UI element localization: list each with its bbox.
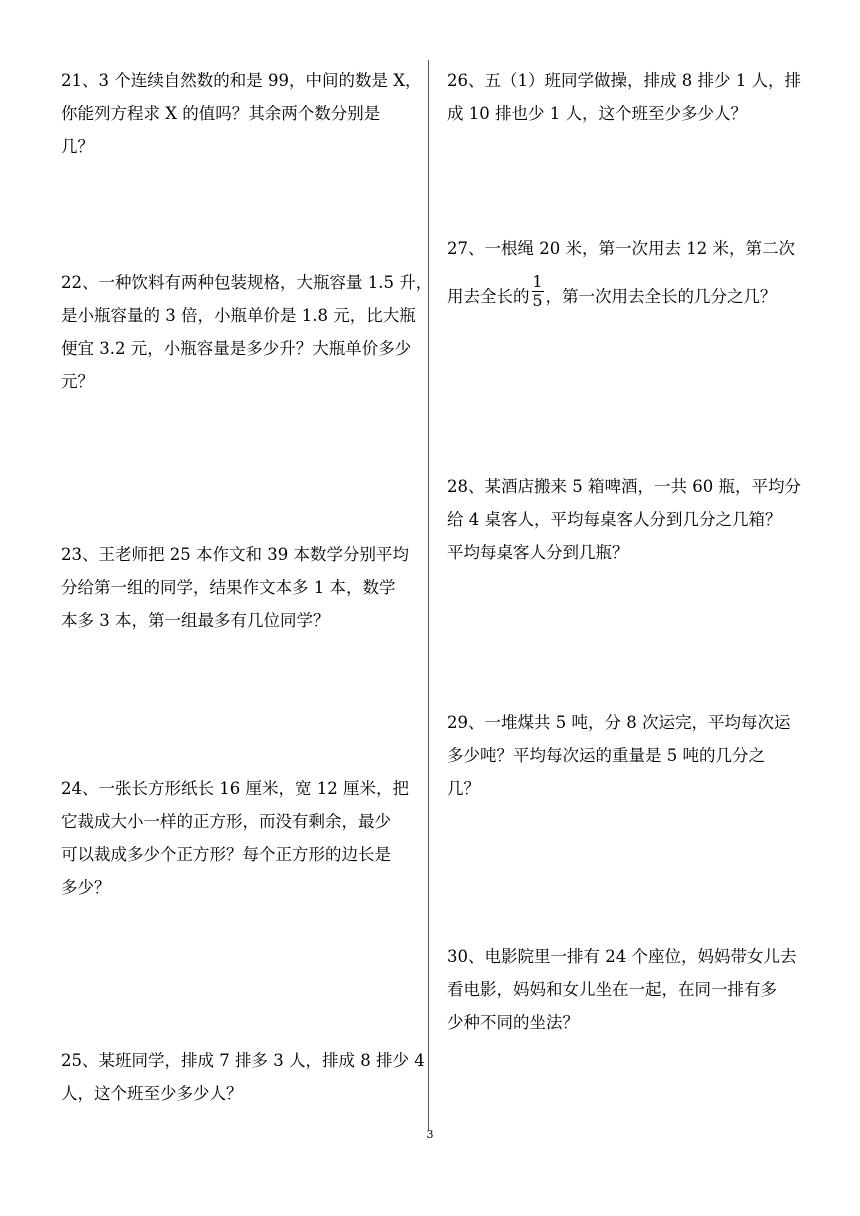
question-28-line-3: 平均每桌客人分到几瓶？ [447,543,629,562]
question-23-line-3: 本多 3 本，第一组最多有几位同学？ [61,611,330,630]
fraction-denominator: 5 [532,291,543,310]
question-22-line-4: 元？ [61,372,94,391]
question-30 [447,940,796,1039]
question-30-line-2: 看电影，妈妈和女儿坐在一起，在同一排有多 [447,980,777,999]
question-29-line-1: 29、一堆煤共 5 吨，分 8 次运完，平均每次运 [447,713,791,732]
question-24-line-3: 可以裁成多少个正方形？每个正方形的边长是 [61,845,391,864]
question-25 [61,1044,425,1110]
question-26 [447,64,801,130]
question-24-line-1: 24、一张长方形纸长 16 厘米，宽 12 厘米，把 [61,779,409,798]
question-24 [61,772,409,904]
question-24-line-2: 它裁成大小一样的正方形，而没有剩余，最少 [61,812,391,831]
question-22 [61,266,432,398]
question-23-line-1: 23、王老师把 25 本作文和 39 本数学分别平均 [61,545,409,564]
question-21-line-2: 你能列方程求 X 的值吗？其余两个数分别是 [61,104,381,123]
question-22-line-3: 便宜 3.2 元，小瓶容量是多少升？大瓶单价多少 [61,339,412,358]
question-28-line-2: 给 4 桌客人，平均每桌客人分到几分之几箱？ [447,510,782,529]
question-27 [447,232,795,316]
question-25-line-2: 人，这个班至少多少人？ [61,1084,243,1103]
question-27-line-1: 27、一根绳 20 米，第一次用去 12 米，第二次 [447,239,795,258]
fraction-one-fifth [532,273,544,310]
question-28 [447,470,801,569]
question-21 [61,64,421,163]
question-22-line-1: 22、一种饮料有两种包装规格，大瓶容量 1.5 升， [61,273,433,292]
question-27-text-before-fraction: 用去全长的 [447,287,530,306]
page-number: 3 [426,1128,434,1141]
question-21-line-1: 21、3 个连续自然数的和是 99，中间的数是 X， [61,71,422,90]
question-30-line-3: 少种不同的坐法？ [447,1013,579,1032]
question-23 [61,538,409,637]
fraction-numerator: 1 [532,272,543,291]
question-25-line-1: 25、某班同学，排成 7 排多 3 人，排成 8 排少 4 [61,1051,425,1070]
question-30-line-1: 30、电影院里一排有 24 个座位，妈妈带女儿去 [447,947,797,966]
question-29-line-2: 多少吨？平均每次运的重量是 5 吨的几分之 [447,746,765,765]
question-26-line-1: 26、五（1）班同学做操，排成 8 排少 1 人，排 [447,71,801,90]
question-21-line-3: 几？ [61,137,94,156]
question-26-line-2: 成 10 排也少 1 人，这个班至少多少人？ [447,104,747,123]
question-28-line-1: 28、某酒店搬来 5 箱啤酒，一共 60 瓶，平均分 [447,477,801,496]
question-27-text-after-fraction: ，第一次用去全长的几分之几？ [545,287,777,306]
question-22-line-2: 是小瓶容量的 3 倍，小瓶单价是 1.8 元，比大瓶 [61,306,416,325]
question-29-line-3: 几？ [447,779,480,798]
question-23-line-2: 分给第一组的同学，结果作文本多 1 本，数学 [61,578,396,597]
question-27-line-2 [447,272,795,316]
question-29 [447,706,790,805]
question-24-line-4: 多少？ [61,878,111,897]
column-divider [428,60,429,1130]
